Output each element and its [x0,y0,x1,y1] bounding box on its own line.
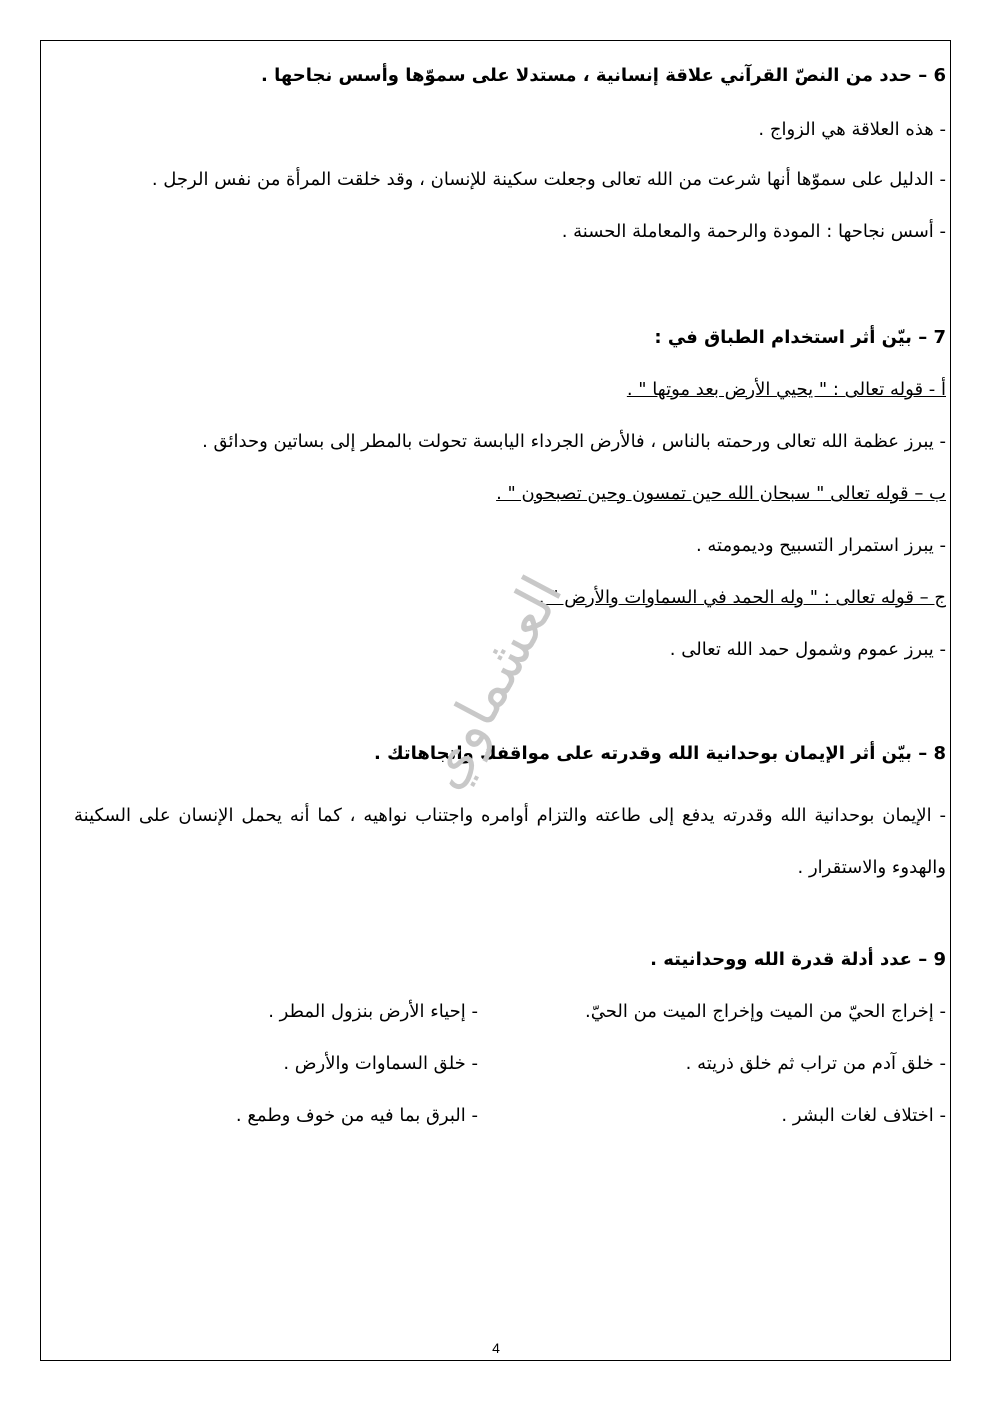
question-7-part-b-answer: - يبرز استمرار التسبيح وديمومته . [695,535,946,556]
page-number: 4 [492,1340,500,1356]
evidence-item: - إحياء الأرض بنزول المطر . [268,1001,478,1022]
question-7-part-c: ج – قوله تعالى : " وله الحمد في السماوات والأرض " . [538,587,946,608]
evidence-item: - البرق بما فيه من خوف وطمع . [235,1105,478,1126]
question-7-title: 7 – بيّن أثر استخدام الطباق في : [654,327,946,348]
evidence-item: - اختلاف لغات البشر . [781,1105,946,1126]
question-7-part-c-answer: - يبرز عموم وشمول حمد الله تعالى . [669,639,946,660]
question-7-part-b: ب – قوله تعالى " سبحان الله حين تمسون وحين تصبحون " . [496,483,946,504]
question-6-title: 6 – حدد من النصّ القرآني علاقة إنسانية ، مستدلا على سموّها وأسس نجاحها . [261,65,946,86]
question-6-answer-1: - هذه العلاقة هي الزواج . [758,119,946,140]
question-8-answer: - الإيمان بوحدانية الله وقدرته يدفع إلى طاعته والتزام أوامره واجتناب نواهيه ، كما أنه يحمل الإنسان على السكينة والهدوء والاستقرار . [74,805,946,878]
evidence-item: - خلق السماوات والأرض . [283,1053,478,1074]
question-6-answer-3: - أسس نجاحها : المودة والرحمة والمعاملة الحسنة . [561,221,946,242]
question-7-part-a-answer: - يبرز عظمة الله تعالى ورحمته بالناس ، فالأرض الجرداء اليابسة تحولت بالمطر إلى بساتين وحدائق . [202,431,946,452]
question-7-part-a: أ - قوله تعالى : " يحيي الأرض بعد موتها " . [626,379,946,400]
question-9-title: 9 – عدد أدلة قدرة الله ووحدانيته . [650,949,946,970]
evidence-item: - إخراج الحيّ من الميت وإخراج الميت من الحيّ. [585,1001,946,1022]
question-8-title: 8 – بيّن أثر الإيمان بوحدانية الله وقدرته على مواقفك واتجاهاتك . [373,743,946,764]
question-6-answer-2: - الدليل على سموّها أنها شرعت من الله تعالى وجعلت سكينة للإنسان ، وقد خلقت المرأة من نفس الرجل . [151,169,946,190]
author-watermark: العشماوي [410,565,576,800]
evidence-item: - خلق آدم من تراب ثم خلق ذريته . [685,1053,946,1074]
